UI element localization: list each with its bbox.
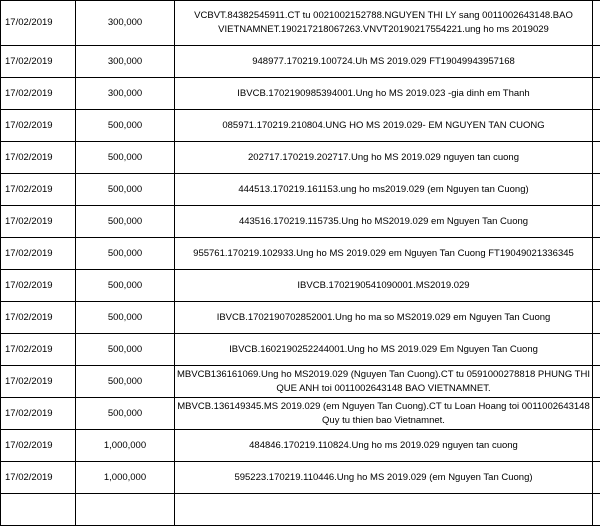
- date-cell: 17/02/2019: [1, 46, 76, 78]
- date-cell: 17/02/2019: [1, 78, 76, 110]
- date-cell: 17/02/2019: [1, 238, 76, 270]
- date-cell: 17/02/2019: [1, 1, 76, 46]
- description-cell: 085971.170219.210804.UNG HO MS 2019.029- EM NGUYEN TAN CUONG: [175, 110, 593, 142]
- table-row: [1, 174, 600, 206]
- amount-cell: 1,000,000: [76, 462, 175, 494]
- table-row: [1, 1, 600, 46]
- extra-cell: [593, 46, 600, 78]
- table-row: [1, 46, 600, 78]
- description-cell: 955761.170219.102933.Ung ho MS 2019.029 em Nguyen Tan Cuong FT19049021336345: [175, 238, 593, 270]
- table-row: [1, 206, 600, 238]
- table-row: [1, 494, 600, 526]
- amount-cell: 500,000: [76, 142, 175, 174]
- description-cell: MBVCB136161069.Ung ho MS2019.029 (Nguyen Tan Cuong).CT tu 0591000278818 PHUNG THI QUE ANH toi 0011002643148 BAO VIETNAMNET.: [175, 366, 593, 398]
- extra-cell: [593, 78, 600, 110]
- amount-cell: 500,000: [76, 238, 175, 270]
- date-cell: 17/02/2019: [1, 206, 76, 238]
- table-row: [1, 334, 600, 366]
- table-row: [1, 430, 600, 462]
- extra-cell: [593, 430, 600, 462]
- description-cell: 484846.170219.110824.Ung ho ms 2019.029 nguyen tan cuong: [175, 430, 593, 462]
- description-cell: 595223.170219.110446.Ung ho MS 2019.029 (em Nguyen Tan Cuong): [175, 462, 593, 494]
- amount-cell: 500,000: [76, 302, 175, 334]
- amount-cell: 300,000: [76, 1, 175, 46]
- date-cell: 17/02/2019: [1, 366, 76, 398]
- date-cell: 17/02/2019: [1, 430, 76, 462]
- extra-cell: [593, 334, 600, 366]
- extra-cell: [593, 462, 600, 494]
- description-cell: 948977.170219.100724.Uh MS 2019.029 FT19049943957168: [175, 46, 593, 78]
- description-cell: MBVCB.136149345.MS 2019.029 (em Nguyen Tan Cuong).CT tu Loan Hoang toi 0011002643148 Quy tu thien bao Vietnamnet.: [175, 398, 593, 430]
- amount-cell: 500,000: [76, 206, 175, 238]
- description-cell: 443516.170219.115735.Ung ho MS2019.029 em Nguyen Tan Cuong: [175, 206, 593, 238]
- extra-cell: [593, 174, 600, 206]
- extra-cell: [593, 206, 600, 238]
- description-cell: VCBVT.84382545911.CT tu 0021002152788.NGUYEN THI LY sang 0011002643148.BAO VIETNAMNET.190217218067263.VNVT20190217554221.ung ho ms 2019029: [175, 1, 593, 46]
- amount-cell: 500,000: [76, 366, 175, 398]
- date-cell: [1, 494, 76, 526]
- donation-table-body: [1, 1, 600, 526]
- table-row: [1, 302, 600, 334]
- description-cell: [175, 494, 593, 526]
- table-row: [1, 270, 600, 302]
- description-cell: 444513.170219.161153.ung ho ms2019.029 (em Nguyen tan Cuong): [175, 174, 593, 206]
- extra-cell: [593, 270, 600, 302]
- amount-cell: [76, 494, 175, 526]
- table-row: [1, 238, 600, 270]
- date-cell: 17/02/2019: [1, 302, 76, 334]
- amount-cell: 500,000: [76, 334, 175, 366]
- date-cell: 17/02/2019: [1, 334, 76, 366]
- description-cell: IBVCB.1602190252244001.Ung ho MS 2019.029 Em Nguyen Tan Cuong: [175, 334, 593, 366]
- amount-cell: 300,000: [76, 78, 175, 110]
- date-cell: 17/02/2019: [1, 462, 76, 494]
- amount-cell: 300,000: [76, 46, 175, 78]
- extra-cell: [593, 494, 600, 526]
- table-row: [1, 366, 600, 398]
- extra-cell: [593, 238, 600, 270]
- amount-cell: 500,000: [76, 110, 175, 142]
- table-row: [1, 110, 600, 142]
- extra-cell: [593, 398, 600, 430]
- description-cell: IBVCB.1702190541090001.MS2019.029: [175, 270, 593, 302]
- date-cell: 17/02/2019: [1, 270, 76, 302]
- table-row: [1, 398, 600, 430]
- amount-cell: 500,000: [76, 174, 175, 206]
- description-cell: IBVCB.1702190985394001.Ung ho MS 2019.023 -gia dinh em Thanh: [175, 78, 593, 110]
- extra-cell: [593, 110, 600, 142]
- description-cell: 202717.170219.202717.Ung ho MS 2019.029 nguyen tan cuong: [175, 142, 593, 174]
- date-cell: 17/02/2019: [1, 142, 76, 174]
- date-cell: 17/02/2019: [1, 110, 76, 142]
- date-cell: 17/02/2019: [1, 174, 76, 206]
- amount-cell: 1,000,000: [76, 430, 175, 462]
- extra-cell: [593, 1, 600, 46]
- table-row: [1, 142, 600, 174]
- extra-cell: [593, 142, 600, 174]
- table-row: [1, 462, 600, 494]
- extra-cell: [593, 302, 600, 334]
- description-cell: IBVCB.1702190702852001.Ung ho ma so MS2019.029 em Nguyen Tan Cuong: [175, 302, 593, 334]
- amount-cell: 500,000: [76, 270, 175, 302]
- amount-cell: 500,000: [76, 398, 175, 430]
- extra-cell: [593, 366, 600, 398]
- table-row: [1, 78, 600, 110]
- date-cell: 17/02/2019: [1, 398, 76, 430]
